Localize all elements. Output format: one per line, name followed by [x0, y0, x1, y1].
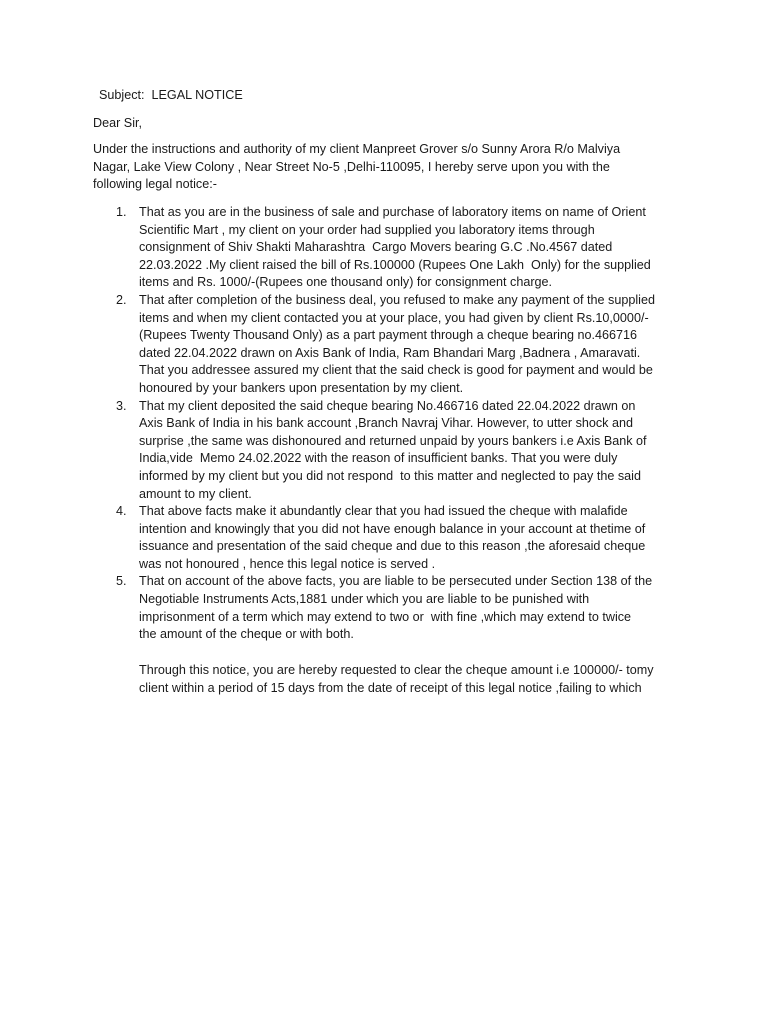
list-item-number: 5.: [116, 574, 127, 589]
subject-line: Subject: LEGAL NOTICE: [99, 88, 243, 102]
list-item-line: amount to my client.: [139, 486, 252, 501]
list-item-line: the amount of the cheque or with both.: [139, 627, 354, 642]
list-item: [93, 573, 683, 643]
list-item-line: informed by my client but you did not respond to this matter and neglected to pay the said: [139, 468, 641, 483]
list-item-line: Axis Bank of India in his bank account ,Branch Navraj Vihar. However, to utter shock and: [139, 416, 633, 431]
list-item-number: 1.: [116, 205, 127, 219]
list-item-line: That after completion of the business deal, you refused to make any payment of the supplied: [139, 292, 655, 307]
list-item-line: India,vide Memo 24.02.2022 with the reason of insufficient banks. That you were duly: [139, 451, 618, 466]
list-item-number: 3.: [116, 398, 127, 413]
list-item-line: That on account of the above facts, you are liable to be persecuted under Section 138 of the: [139, 574, 653, 589]
list-item-line: honoured by your bankers upon presentation by my client.: [139, 380, 464, 395]
list-item-line: (Rupees Twenty Thousand Only) as a part payment through a cheque bearing no.466716: [139, 328, 638, 343]
closing-line: Through this notice, you are hereby requested to clear the cheque amount i.e 100000/- tomy: [139, 663, 654, 677]
list-item-number: 2.: [116, 292, 127, 307]
intro-line: Nagar, Lake View Colony , Near Street No-5 ,Delhi-110095, I hereby serve upon you with the: [93, 159, 610, 174]
list-item-line: issuance and presentation of the said cheque and due to this reason ,the aforesaid cheque: [139, 539, 646, 554]
closing-paragraph: [139, 662, 699, 697]
list-item-line: items and when my client contacted you at your place, you had given by client Rs.10,0000/-: [139, 310, 649, 325]
list-item-line: consignment of Shiv Shakti Maharashtra Cargo Movers bearing G.C .No.4567 dated: [139, 240, 613, 255]
list-item-line: That my client deposited the said cheque bearing No.466716 dated 22.04.2022 drawn on: [139, 398, 636, 413]
list-item-line: surprise ,the same was dishonoured and returned unpaid by yours bankers i.e Axis Bank of: [139, 433, 647, 448]
list-item-line: Negotiable Instruments Acts,1881 under which you are liable to be punished with: [139, 592, 590, 607]
intro-line: Under the instructions and authority of my client Manpreet Grover s/o Sunny Arora R/o Malviya: [93, 142, 621, 156]
intro-line: following legal notice:-: [93, 177, 217, 192]
list-item-line: That as you are in the business of sale and purchase of laboratory items on name of Orient: [139, 205, 646, 219]
intro-paragraph: [93, 141, 653, 194]
numbered-list: [93, 204, 683, 644]
list-item-number: 4.: [116, 504, 127, 519]
list-item-line: dated 22.04.2022 drawn on Axis Bank of India, Ram Bhandari Marg ,Badnera , Amaravati.: [139, 345, 641, 360]
list-item: [93, 292, 683, 398]
list-item-line: That above facts make it abundantly clear that you had issued the cheque with malafide: [139, 504, 628, 519]
list-item: [93, 398, 683, 504]
list-item-line: was not honoured , hence this legal notice is served .: [139, 556, 436, 571]
list-item-line: imprisonment of a term which may extend to two or with fine ,which may extend to twice: [139, 609, 632, 624]
list-item-line: items and Rs. 1000/-(Rupees one thousand only) for consignment charge.: [139, 275, 553, 290]
greeting: Dear Sir,: [93, 116, 142, 130]
list-item-line: Scientific Mart , my client on your order had supplied you laboratory items through: [139, 222, 595, 237]
list-item-line: intention and knowingly that you did not have enough balance in your account at thetime of: [139, 521, 646, 536]
list-item-line: 22.03.2022 .My client raised the bill of Rs.100000 (Rupees One Lakh Only) for the supplied: [139, 257, 651, 272]
list-item: [93, 503, 683, 573]
closing-line: client within a period of 15 days from the date of receipt of this legal notice ,failing to which: [139, 680, 642, 695]
list-item-line: That you addressee assured my client that the said check is good for payment and would be: [139, 363, 653, 378]
list-item: [93, 204, 683, 292]
